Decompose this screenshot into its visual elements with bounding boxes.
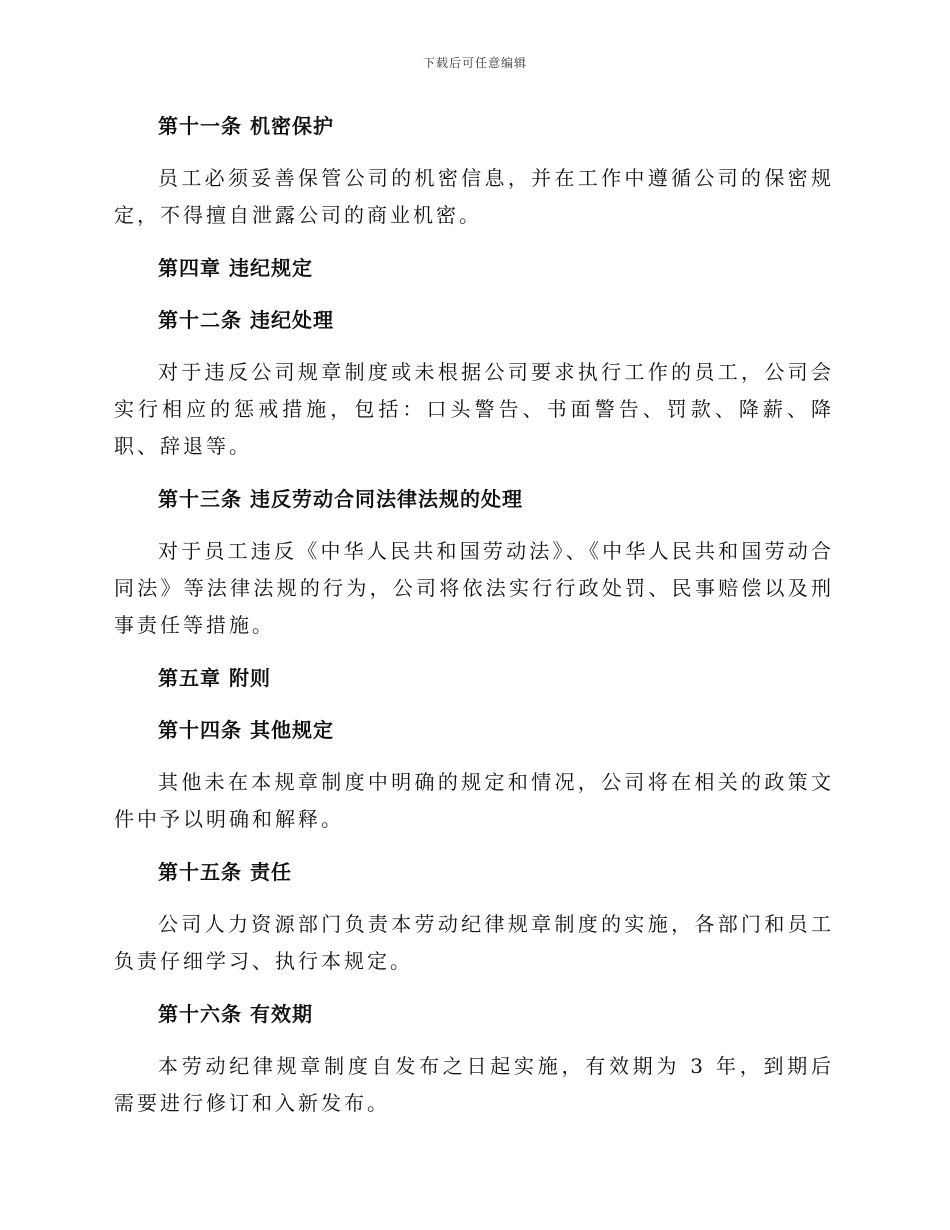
article-12-paragraph: 对于违反公司规章制度或未根据公司要求执行工作的员工，公司会实行相应的惩戒措施，包括：口头警告、书面警告、罚款、降薪、降职、辞退等。	[114, 360, 834, 458]
article-16-heading: 第十六条 有效期	[158, 1002, 313, 1026]
article-13-paragraph: 对于员工违反《中华人民共和国劳动法》、《中华人民共和国劳动合同法》等法律法规的行为，公司将依法实行行政处罚、民事赔偿以及刑事责任等措施。	[114, 539, 834, 637]
article-13-heading: 第十三条 违反劳动合同法律法规的处理	[158, 487, 523, 511]
article-15-heading: 第十五条 责任	[158, 860, 292, 884]
document-body	[114, 108, 834, 1138]
chapter-5-heading: 第五章 附则	[158, 666, 271, 690]
article-16-paragraph: 本劳动纪律规章制度自发布之日起实施，有效期为 3 年，到期后需要进行修订和入新发布。	[114, 1054, 834, 1115]
article-11-paragraph: 员工必须妥善保管公司的机密信息，并在工作中遵循公司的保密规定，不得擅自泄露公司的商业机密。	[114, 166, 834, 227]
article-11-heading: 第十一条 机密保护	[158, 114, 334, 138]
article-14-heading: 第十四条 其他规定	[158, 718, 334, 742]
article-15-paragraph: 公司人力资源部门负责本劳动纪律规章制度的实施，各部门和员工负责仔细学习、执行本规定。	[114, 912, 834, 973]
article-12-heading: 第十二条 违纪处理	[158, 308, 334, 332]
article-14-paragraph: 其他未在本规章制度中明确的规定和情况，公司将在相关的政策文件中予以明确和解释。	[114, 770, 834, 831]
page-header: 下载后可任意编辑	[422, 56, 527, 70]
chapter-4-heading: 第四章 违纪规定	[158, 256, 313, 280]
